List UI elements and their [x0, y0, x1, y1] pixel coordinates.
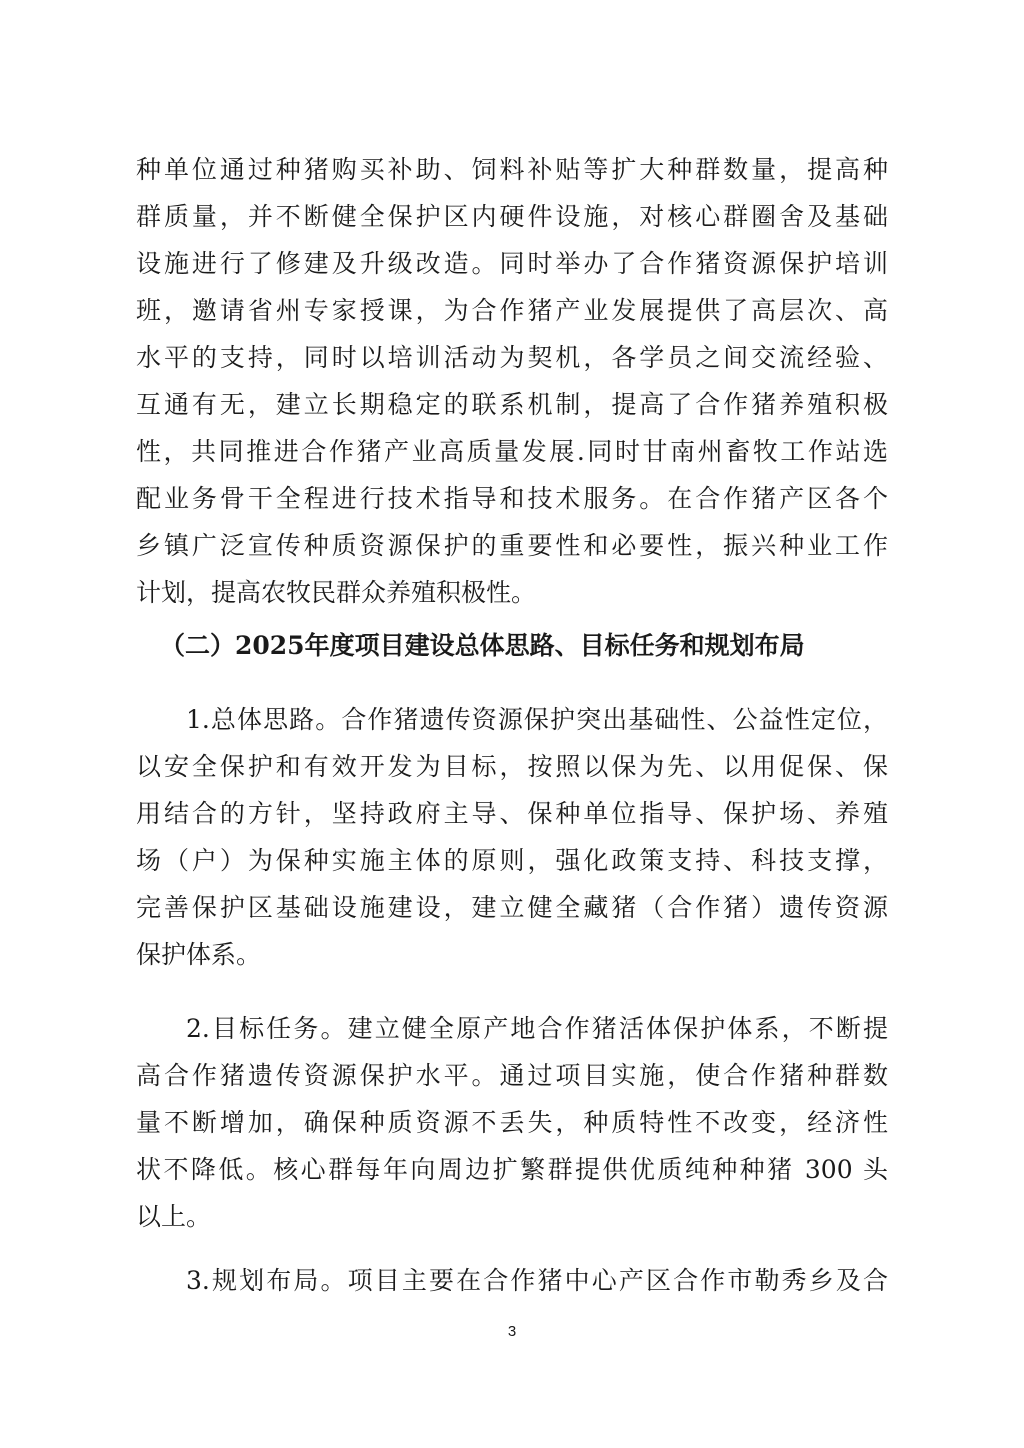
paragraph-line: 以上。 [136, 1202, 212, 1231]
paragraph-line: 1.总体思路。合作猪遗传资源保护突出基础性、公益性定位， [186, 705, 888, 734]
paragraph-line: 3.规划布局。项目主要在合作猪中心产区合作市勒秀乡及合 [186, 1266, 888, 1295]
paragraph-line: 性，共同推进合作猪产业高质量发展.同时甘南州畜牧工作站选 [136, 437, 888, 466]
paragraph-line: 班，邀请省州专家授课，为合作猪产业发展提供了高层次、高 [136, 296, 888, 325]
paragraph-line: 用结合的方针，坚持政府主导、保种单位指导、保护场、养殖 [136, 799, 888, 828]
paragraph-line: 以安全保护和有效开发为目标，按照以保为先、以用促保、保 [136, 752, 888, 781]
paragraph-line: 完善保护区基础设施建设，建立健全藏猪（合作猪）遗传资源 [136, 893, 888, 922]
paragraph-line: 状不降低。核心群每年向周边扩繁群提供优质纯种种猪 300 头 [136, 1155, 888, 1184]
paragraph-line: 2.目标任务。建立健全原产地合作猪活体保护体系，不断提 [186, 1014, 888, 1043]
paragraph-line: 保护体系。 [136, 940, 262, 969]
paragraph-line: 配业务骨干全程进行技术指导和技术服务。在合作猪产区各个 [136, 484, 888, 513]
paragraph-line: 设施进行了修建及升级改造。同时举办了合作猪资源保护培训 [136, 249, 888, 278]
paragraph-line: 高合作猪遗传资源保护水平。通过项目实施，使合作猪种群数 [136, 1061, 888, 1090]
paragraph-line: 群质量，并不断健全保护区内硬件设施，对核心群圈舍及基础 [136, 202, 888, 231]
paragraph-line: 互通有无，建立长期稳定的联系机制，提高了合作猪养殖积极 [136, 390, 888, 419]
page-number: 3 [507, 1323, 517, 1340]
paragraph-line: 乡镇广泛宣传种质资源保护的重要性和必要性，振兴种业工作 [136, 531, 888, 560]
section-heading: （二）2025年度项目建设总体思路、目标任务和规划布局 [160, 631, 805, 660]
paragraph-line: 计划，提高农牧民群众养殖积极性。 [136, 578, 537, 607]
paragraph-line: 水平的支持，同时以培训活动为契机，各学员之间交流经验、 [136, 343, 888, 372]
paragraph-line: 种单位通过种猪购买补助、饲料补贴等扩大种群数量，提高种 [136, 155, 888, 184]
paragraph-line: 量不断增加，确保种质资源不丢失，种质特性不改变，经济性 [136, 1108, 888, 1137]
paragraph-line: 场（户）为保种实施主体的原则，强化政策支持、科技支撑， [136, 846, 888, 875]
